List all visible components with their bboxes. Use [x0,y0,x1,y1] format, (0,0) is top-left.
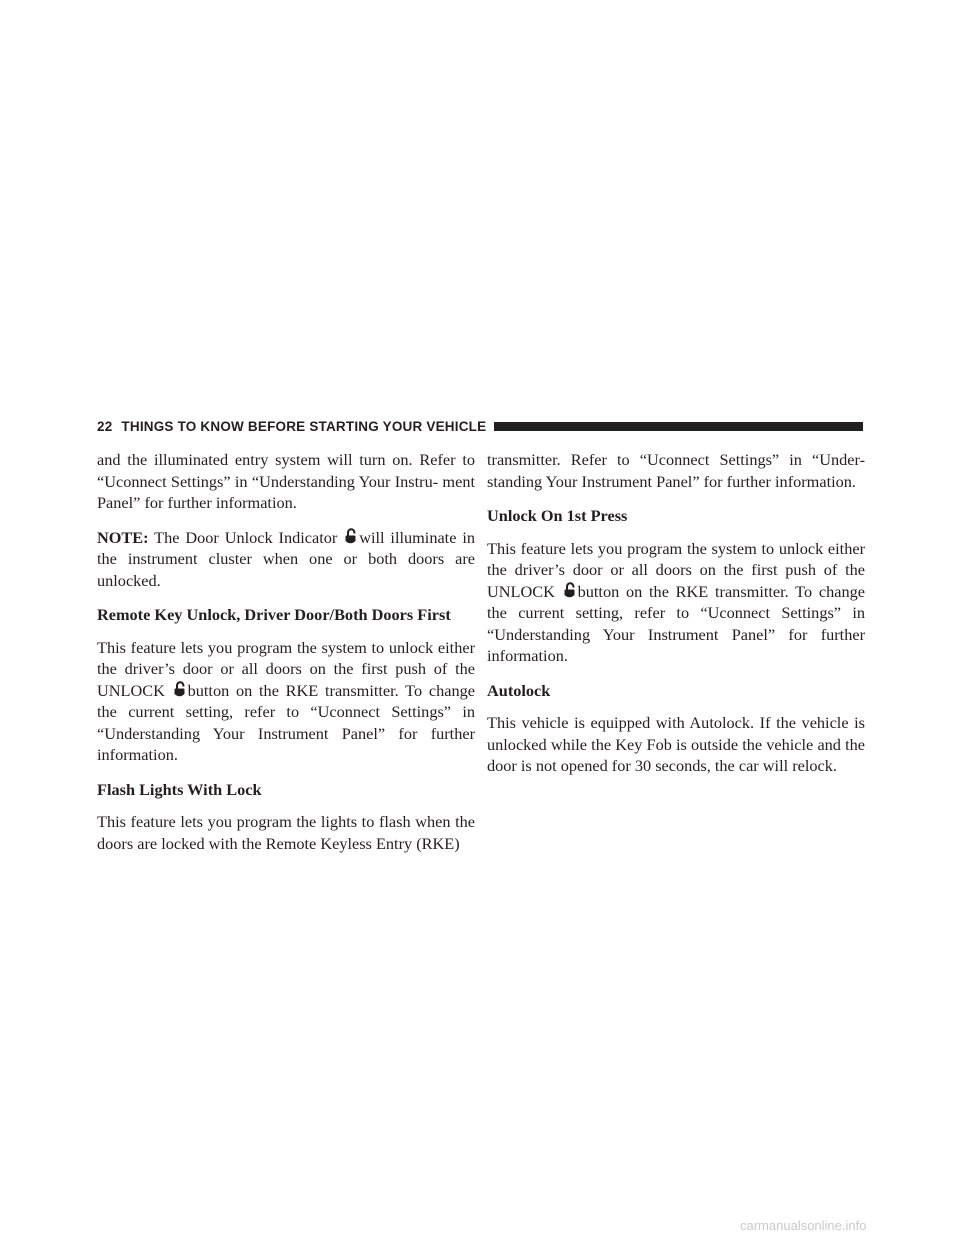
unlock-text-start: This feature lets you program the system to unlock either the driver’s door or all doors on the first push of the UNLOCK [487,538,865,601]
unlock-paragraph [487,538,865,667]
unlocked-padlock-icon [563,581,577,599]
intro-paragraph: and the illuminated entry system will turn on. Refer to “Uconnect Settings” in “Understanding Your Instru- ment Panel” for further information. [97,450,475,512]
page-number: 22 [97,418,113,434]
note-paragraph [97,527,475,592]
remote-key-paragraph [97,637,475,766]
right-column [487,449,865,790]
remote-key-heading: Remote Key Unlock, Driver Door/Both Doors First [97,605,451,624]
header-rule [494,422,863,431]
flash-continued-paragraph: transmitter. Refer to “Uconnect Settings” in “Under- standing Your Instrument Panel” for further information. [487,450,865,491]
remote-key-text-start: This feature lets you program the system to unlock either the driver’s door or all doors on the first push of the UNLOCK [97,637,475,700]
page-header [97,416,863,436]
autolock-paragraph: This vehicle is equipped with Autolock. If the vehicle is unlocked while the Key Fob is outside the vehicle and the door is not opened for 30 seconds, the car will relock. [487,713,865,775]
section-title: THINGS TO KNOW BEFORE STARTING YOUR VEHICLE [121,418,487,434]
remote-key-text-end: button on the RKE transmitter. To change the current setting, refer to “Uconnect Settings” in “Understanding Your Instrument Panel” for further information. [97,680,475,764]
note-label: NOTE: [97,527,149,547]
autolock-heading: Autolock [487,680,551,700]
unlock-heading: Unlock On 1st Press [487,506,628,525]
left-column [97,449,475,867]
note-text-end: will illuminate in the instrument cluster when one or both doors are unlocked. [97,527,475,590]
watermark: carmanualsonline.info [740,1218,867,1233]
flash-heading: Flash Lights With Lock [97,779,262,799]
note-text-start: The Door Unlock Indicator [148,527,344,547]
unlocked-padlock-icon [173,680,187,698]
unlock-text-end: button on the RKE transmitter. To change the current setting, refer to “Uconnect Settings” in “Understanding Your Instrument Panel” for further information. [487,581,865,665]
unlocked-padlock-icon [344,527,358,545]
flash-paragraph: This feature lets you program the lights to flash when the doors are locked with the Remote Keyless Entry (RKE) [97,812,475,853]
